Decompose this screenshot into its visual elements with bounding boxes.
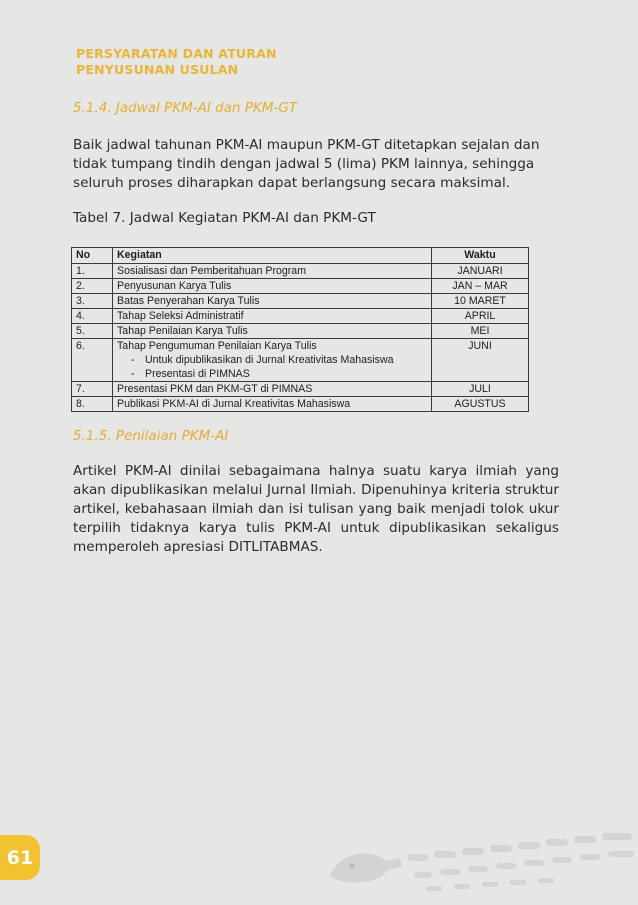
schedule-table — [71, 247, 529, 412]
row-kegiatan-main: Tahap Pengumuman Penilaian Karya Tulis — [117, 340, 317, 352]
row-kegiatan: Batas Penyerahan Karya Tulis — [113, 294, 432, 309]
running-header — [76, 46, 277, 78]
header-kegiatan: Kegiatan — [113, 248, 432, 264]
row-no: 4. — [72, 309, 113, 324]
row-kegiatan: Tahap Penilaian Karya Tulis — [113, 324, 432, 339]
row-waktu: JANUARI — [432, 264, 529, 279]
sub-item-text: Untuk dipublikasikan di Jurnal Kreativitas Mahasiswa — [145, 354, 394, 366]
section-title-penilaian: 5.1.5. Penilaian PKM-AI — [73, 428, 229, 444]
row-kegiatan: Sosialisasi dan Pemberitahuan Program — [113, 264, 432, 279]
paragraph-penilaian: Artikel PKM-AI dinilai sebagaimana halnya suatu karya ilmiah yang akan dipublikasikan melalui Jurnal Ilmiah. Dipenuhinya kriteria struktur artikel, kebahasaan ilmiah dan isi tulisan yang baik menjadi tolok ukur terpilih tidaknya karya tulis PKM-AI untuk dipublikasikan sekaligus memperoleh apresiasi DITLITABMAS. — [73, 463, 559, 555]
page-number: 61 — [0, 835, 40, 880]
table-row — [72, 294, 529, 309]
dash-marker: - — [131, 368, 135, 380]
decorative-lizard-icon — [330, 818, 638, 898]
table-row — [72, 309, 529, 324]
row-waktu: AGUSTUS — [432, 397, 529, 412]
table-row — [72, 339, 529, 382]
row-waktu: JAN – MAR — [432, 279, 529, 294]
row-waktu: MEI — [432, 324, 529, 339]
table-caption: Tabel 7. Jadwal Kegiatan PKM-AI dan PKM-GT — [73, 210, 376, 226]
row-no: 8. — [72, 397, 113, 412]
row-waktu: JUNI — [432, 339, 529, 382]
sub-item-text: Presentasi di PIMNAS — [145, 368, 250, 380]
table-row — [72, 264, 529, 279]
row-kegiatan: Tahap Seleksi Administratif — [113, 309, 432, 324]
row-waktu: JULI — [432, 382, 529, 397]
row-no: 1. — [72, 264, 113, 279]
sub-item — [117, 353, 427, 367]
row-waktu: 10 MARET — [432, 294, 529, 309]
row-no: 6. — [72, 339, 113, 382]
row-kegiatan — [113, 339, 432, 382]
row-kegiatan: Publikasi PKM-AI di Jurnal Kreativitas Mahasiswa — [113, 397, 432, 412]
header-waktu: Waktu — [432, 248, 529, 264]
header-line-2: PENYUSUNAN USULAN — [76, 62, 239, 77]
header-no: No — [72, 248, 113, 264]
header-line-1: PERSYARATAN DAN ATURAN — [76, 46, 277, 61]
table-row — [72, 279, 529, 294]
table-row — [72, 324, 529, 339]
table-header-row — [72, 248, 529, 264]
row-kegiatan: Penyusunan Karya Tulis — [113, 279, 432, 294]
dash-marker: - — [131, 354, 135, 366]
paragraph-jadwal: Baik jadwal tahunan PKM-AI maupun PKM-GT ditetapkan sejalan dan tidak tumpang tindih dengan jadwal 5 (lima) PKM lainnya, sehingga seluruh proses diharapkan dapat berlangsung secara maksimal. — [73, 137, 540, 191]
row-no: 5. — [72, 324, 113, 339]
row-no: 3. — [72, 294, 113, 309]
row-waktu: APRIL — [432, 309, 529, 324]
table-row — [72, 382, 529, 397]
section-title-jadwal: 5.1.4. Jadwal PKM-AI dan PKM-GT — [73, 100, 298, 116]
sub-item — [117, 367, 427, 381]
row-no: 7. — [72, 382, 113, 397]
row-no: 2. — [72, 279, 113, 294]
row-kegiatan: Presentasi PKM dan PKM-GT di PIMNAS — [113, 382, 432, 397]
table-row — [72, 397, 529, 412]
